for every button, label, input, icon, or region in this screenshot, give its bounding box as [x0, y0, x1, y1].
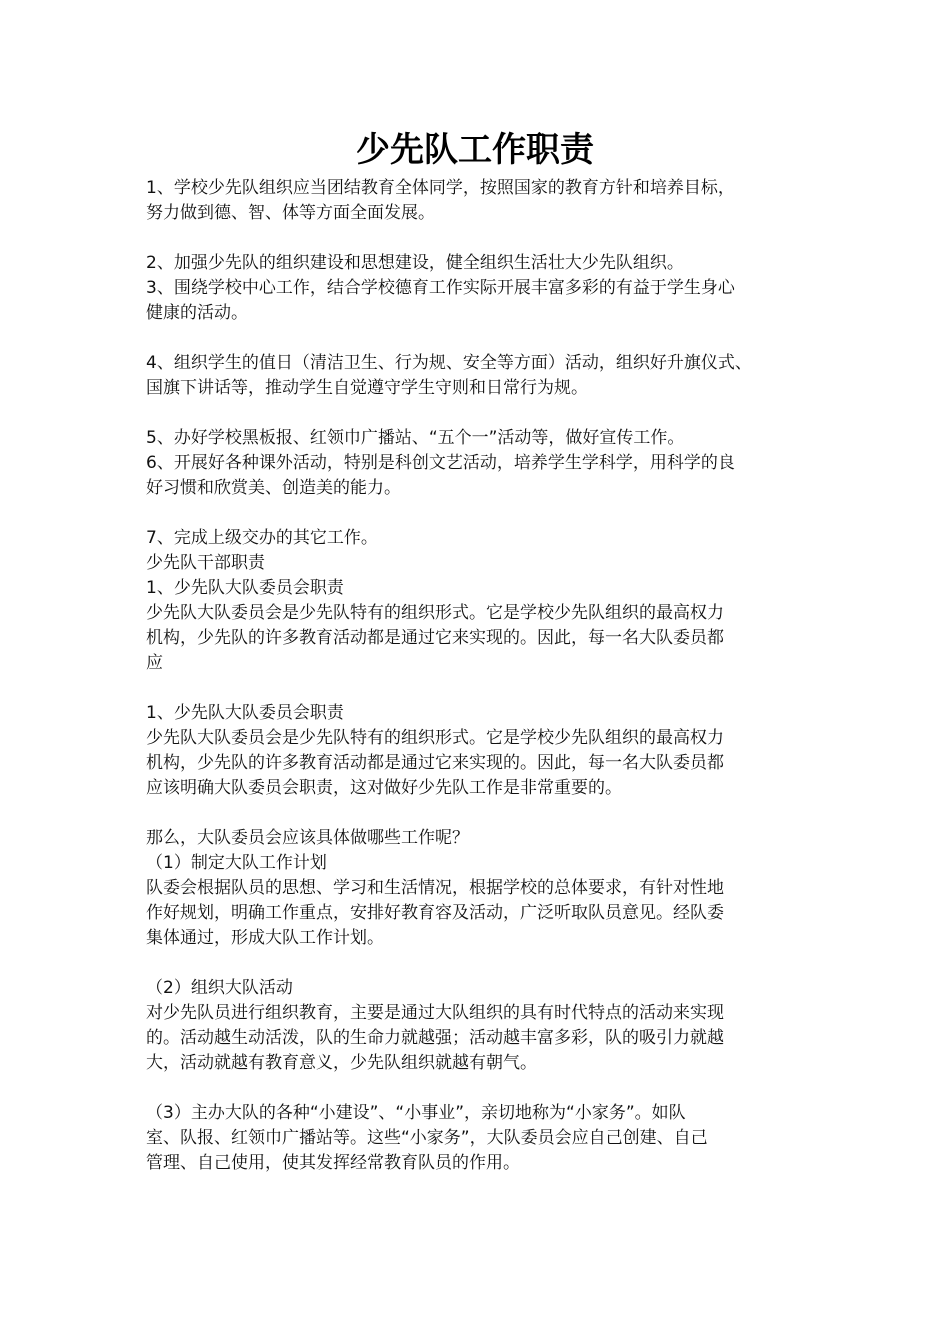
text-line: 2、加强少先队的组织建设和思想建设，健全组织生活壮大少先队组织。	[146, 253, 684, 273]
subsection-heading: 1、少先队大队委员会职责	[146, 578, 344, 598]
text-line: 机构，少先队的许多教育活动都是通过它来实现的。因此，每一名大队委员都	[146, 753, 724, 773]
text-line: 大，活动就越有教育意义，少先队组织就越有朝气。	[146, 1053, 537, 1073]
text-line: 1、学校少先队组织应当团结教育全体同学，按照国家的教育方针和培养目标，	[146, 178, 735, 198]
section-heading: 少先队干部职责	[146, 553, 265, 573]
text-line: 应该明确大队委员会职责，这对做好少先队工作是非常重要的。	[146, 778, 622, 798]
text-line: 7、完成上级交办的其它工作。	[146, 528, 378, 548]
page-title: 少先队工作职责	[356, 130, 594, 170]
text-line: 6、开展好各种课外活动，特别是科创文艺活动，培养学生学科学，用科学的良	[146, 453, 735, 473]
text-line: 的。活动越生动活泼，队的生命力就越强；活动越丰富多彩，队的吸引力就越	[146, 1028, 724, 1048]
text-line: 机构，少先队的许多教育活动都是通过它来实现的。因此，每一名大队委员都	[146, 628, 724, 648]
text-line: 集体通过，形成大队工作计划。	[146, 928, 384, 948]
text-line: 应	[146, 653, 163, 673]
subsection-heading: （2）组织大队活动	[146, 978, 293, 998]
subsection-heading: （1）制定大队工作计划	[146, 853, 327, 873]
subsection-heading: 1、少先队大队委员会职责	[146, 703, 344, 723]
text-line: 5、办好学校黑板报、红领巾广播站、“五个一”活动等，做好宣传工作。	[146, 428, 685, 448]
text-line: 那么，大队委员会应该具体做哪些工作呢？	[146, 828, 469, 848]
text-line: 3、围绕学校中心工作，结合学校德育工作实际开展丰富多彩的有益于学生身心	[146, 278, 735, 298]
text-line: 国旗下讲话等，推动学生自觉遵守学生守则和日常行为规。	[146, 378, 588, 398]
text-line: 管理、自己使用，使其发挥经常教育队员的作用。	[146, 1153, 520, 1173]
text-line: 努力做到德、智、体等方面全面发展。	[146, 203, 435, 223]
text-line: 好习惯和欣赏美、创造美的能力。	[146, 478, 401, 498]
text-line: 作好规划，明确工作重点，安排好教育容及活动，广泛听取队员意见。经队委	[146, 903, 724, 923]
text-line: 对少先队员进行组织教育，主要是通过大队组织的具有时代特点的活动来实现	[146, 1003, 724, 1023]
text-line: （3）主办大队的各种“小建设”、“小事业”，亲切地称为“小家务”。如队	[146, 1103, 686, 1123]
text-line: 健康的活动。	[146, 303, 248, 323]
text-line: 少先队大队委员会是少先队特有的组织形式。它是学校少先队组织的最高权力	[146, 603, 724, 623]
text-line: 队委会根据队员的思想、学习和生活情况，根据学校的总体要求，有针对性地	[146, 878, 724, 898]
text-line: 少先队大队委员会是少先队特有的组织形式。它是学校少先队组织的最高权力	[146, 728, 724, 748]
text-line: 室、队报、红领巾广播站等。这些“小家务”，大队委员会应自己创建、自己	[146, 1128, 708, 1148]
text-line: 4、组织学生的值日（清洁卫生、行为规、安全等方面）活动，组织好升旗仪式、	[146, 353, 752, 373]
